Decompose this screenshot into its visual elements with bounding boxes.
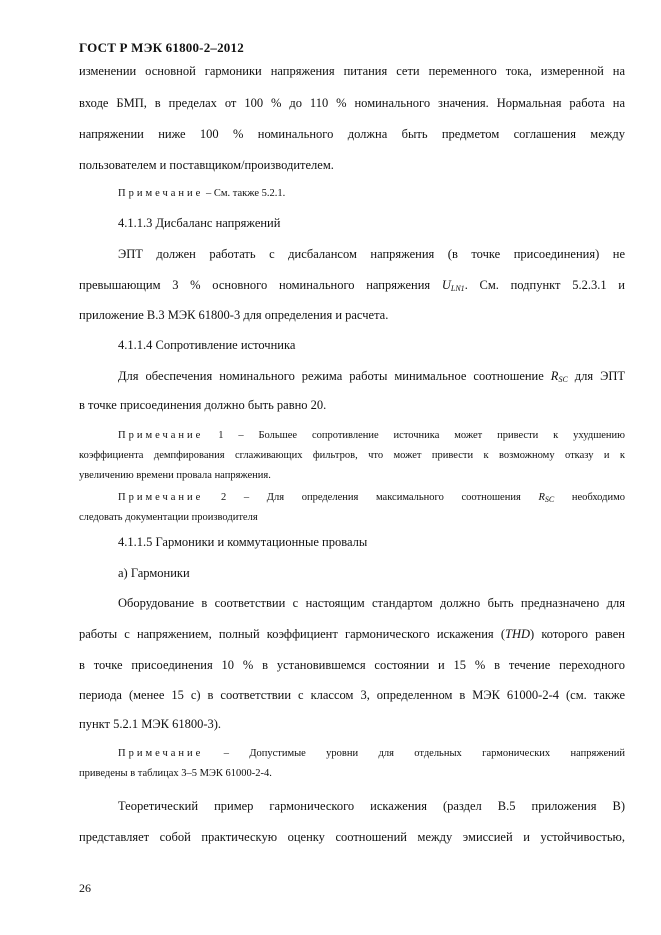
text-run: . См. подпункт 5.2.3.1 и <box>464 278 625 292</box>
paragraph-line <box>79 627 625 642</box>
note <box>118 492 625 503</box>
variable <box>551 369 568 383</box>
note-label: Примечание <box>118 430 204 441</box>
text-run: превышающим 3 % основного номинального напряжения <box>79 278 431 292</box>
paragraph-line: представляет собой практическую оценку соотношений между эмиссией и устойчивостью, <box>79 830 625 844</box>
note-label: Примечание <box>118 748 204 759</box>
variable-symbol: THD <box>505 627 531 641</box>
section-heading: 4.1.1.4 Сопротивление источника <box>118 338 296 352</box>
note <box>118 430 625 441</box>
note-label: Примечание <box>118 492 204 503</box>
paragraph-line: приложение В.3 МЭК 61800-3 для определения и расчета. <box>79 308 389 322</box>
text-run: для ЭПТ <box>574 369 626 383</box>
paragraph-line: в точке присоединения 10 % в установившемся состоянии и 15 % в течение переходного <box>79 658 625 672</box>
page-number: 26 <box>79 881 91 895</box>
variable <box>442 278 465 292</box>
note-label: Примечание <box>118 188 204 199</box>
paragraph-line <box>118 369 625 384</box>
variable-subscript: SC <box>558 375 568 384</box>
variable-symbol: U <box>441 278 451 292</box>
note-line: следовать документации производителя <box>79 512 258 523</box>
text-run: Для обеспечения номинального режима работы минимальное соотношение <box>118 369 544 383</box>
variable-subscript: SC <box>544 495 555 504</box>
paragraph-line: напряжении ниже 100 % номинального должна быть предметом соглашения между <box>79 127 625 141</box>
paragraph-line: пользователем и поставщиком/производителем. <box>79 158 334 172</box>
paragraph-line: входе БМП, в пределах от 100 % до 110 % номинального значения. Нормальная работа на <box>79 96 625 110</box>
note-line: приведены в таблицах 3–5 МЭК 61000-2-4. <box>79 768 272 779</box>
variable <box>538 492 554 503</box>
document-header: ГОСТ Р МЭК 61800-2–2012 <box>79 40 244 55</box>
variable-subscript: LN1 <box>450 284 465 293</box>
paragraph-line: в точке присоединения должно быть равно 20. <box>79 398 327 412</box>
variable-symbol: R <box>538 492 545 503</box>
note-text: – Допустимые уровни для отдельных гармонических напряжений <box>223 748 625 759</box>
note-line: коэффициента демпфирования сглаживающих фильтров, что может привести к возможному отказу и к <box>79 450 625 461</box>
note-text: – Для определения максимального соотношения <box>243 492 521 503</box>
note-text: – См. также 5.2.1. <box>205 188 286 199</box>
note <box>118 188 625 199</box>
paragraph-line: изменении основной гармоники напряжения питания сети переменного тока, измеренной на <box>79 64 625 78</box>
text-run: ) которого равен <box>530 627 625 641</box>
paragraph-line: Оборудование в соответствии с настоящим стандартом должно быть предназначено для <box>118 596 625 610</box>
note <box>118 748 625 759</box>
paragraph-line <box>79 278 625 293</box>
subsection-heading: а) Гармоники <box>118 566 190 580</box>
note-number: 1 <box>218 430 224 441</box>
note-text: необходимо <box>571 492 625 503</box>
paragraph-line: пункт 5.2.1 МЭК 61800-3). <box>79 717 222 731</box>
text-run: работы с напряжением, полный коэффициент гармонического искажения ( <box>79 627 505 641</box>
paragraph-line: периода (менее 15 с) в соответствии с классом 3, определенном в МЭК 61000-2-4 (см. также <box>79 688 625 702</box>
note-line: увеличению времени провала напряжения. <box>79 470 271 481</box>
paragraph-line: Теоретический пример гармонического искажения (раздел В.5 приложения В) <box>118 799 625 813</box>
note-text: – Большее сопротивление источника может привести к ухудшению <box>238 430 626 441</box>
section-heading: 4.1.1.3 Дисбаланс напряжений <box>118 216 281 230</box>
section-heading: 4.1.1.5 Гармоники и коммутационные провалы <box>118 535 368 549</box>
variable-symbol: R <box>550 369 559 383</box>
note-number: 2 <box>221 492 227 503</box>
paragraph-line: ЭПТ должен работать с дисбалансом напряжения (в точке присоединения) не <box>118 247 625 261</box>
